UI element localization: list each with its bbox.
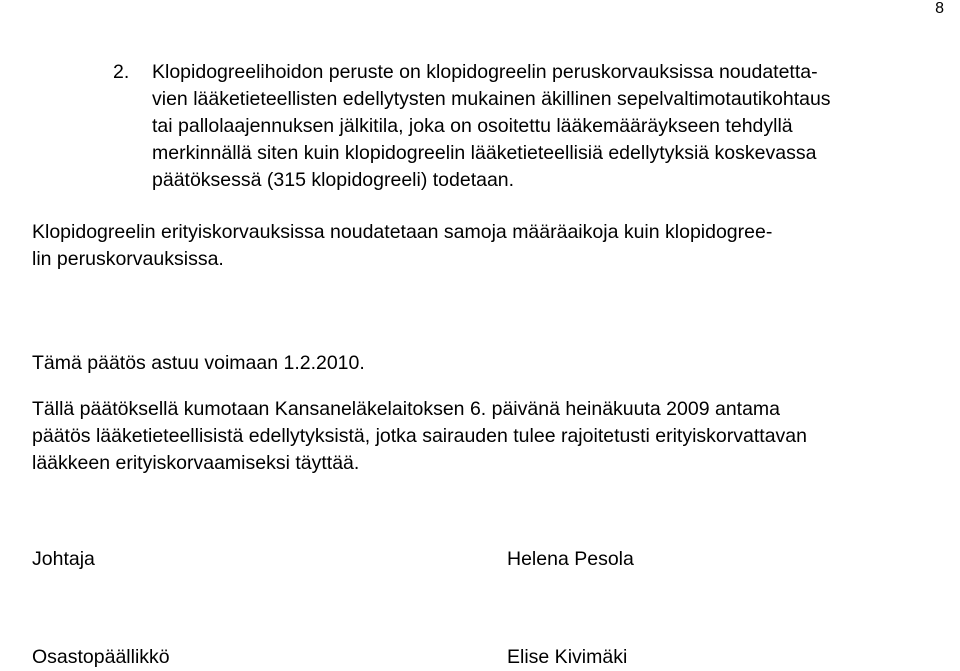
item-line: vien lääketieteellisten edellytysten mukainen äkillinen sepelvaltimotautikohtaus	[152, 88, 831, 110]
item-line: päätöksessä (315 klopidogreeli) todetaan.	[152, 169, 515, 191]
signer-title: Johtaja	[32, 548, 95, 570]
page-number: 8	[935, 0, 944, 17]
paragraph-line: päätös lääketieteellisistä edellytyksistä, jotka sairauden tulee rajoitetusti erityiskorvattavan	[32, 425, 807, 447]
paragraph-line: lin peruskorvauksissa.	[32, 248, 224, 270]
item-line: Klopidogreelihoidon peruste on klopidogreelin peruskorvauksissa noudatetta-	[152, 61, 818, 83]
signer-name: Helena Pesola	[507, 548, 634, 570]
item-line: merkinnällä siten kuin klopidogreelin lääketieteellisiä edellytyksiä koskevassa	[152, 142, 817, 164]
paragraph-line: Tällä päätöksellä kumotaan Kansaneläkelaitoksen 6. päivänä heinäkuuta 2009 antama	[32, 398, 781, 420]
item-number: 2.	[113, 61, 130, 83]
signer-name: Elise Kivimäki	[507, 646, 628, 668]
effective-date-statement: Tämä päätös astuu voimaan 1.2.2010.	[32, 352, 365, 374]
paragraph-line: lääkkeen erityiskorvaamiseksi täyttää.	[32, 452, 360, 474]
signer-title: Osastopäällikkö	[32, 646, 170, 668]
paragraph-line: Klopidogreelin erityiskorvauksissa noudatetaan samoja määräaikoja kuin klopidogree-	[32, 221, 773, 243]
item-line: tai pallolaajennuksen jälkitila, joka on osoitettu lääkemääräykseen tehdyllä	[152, 115, 793, 137]
